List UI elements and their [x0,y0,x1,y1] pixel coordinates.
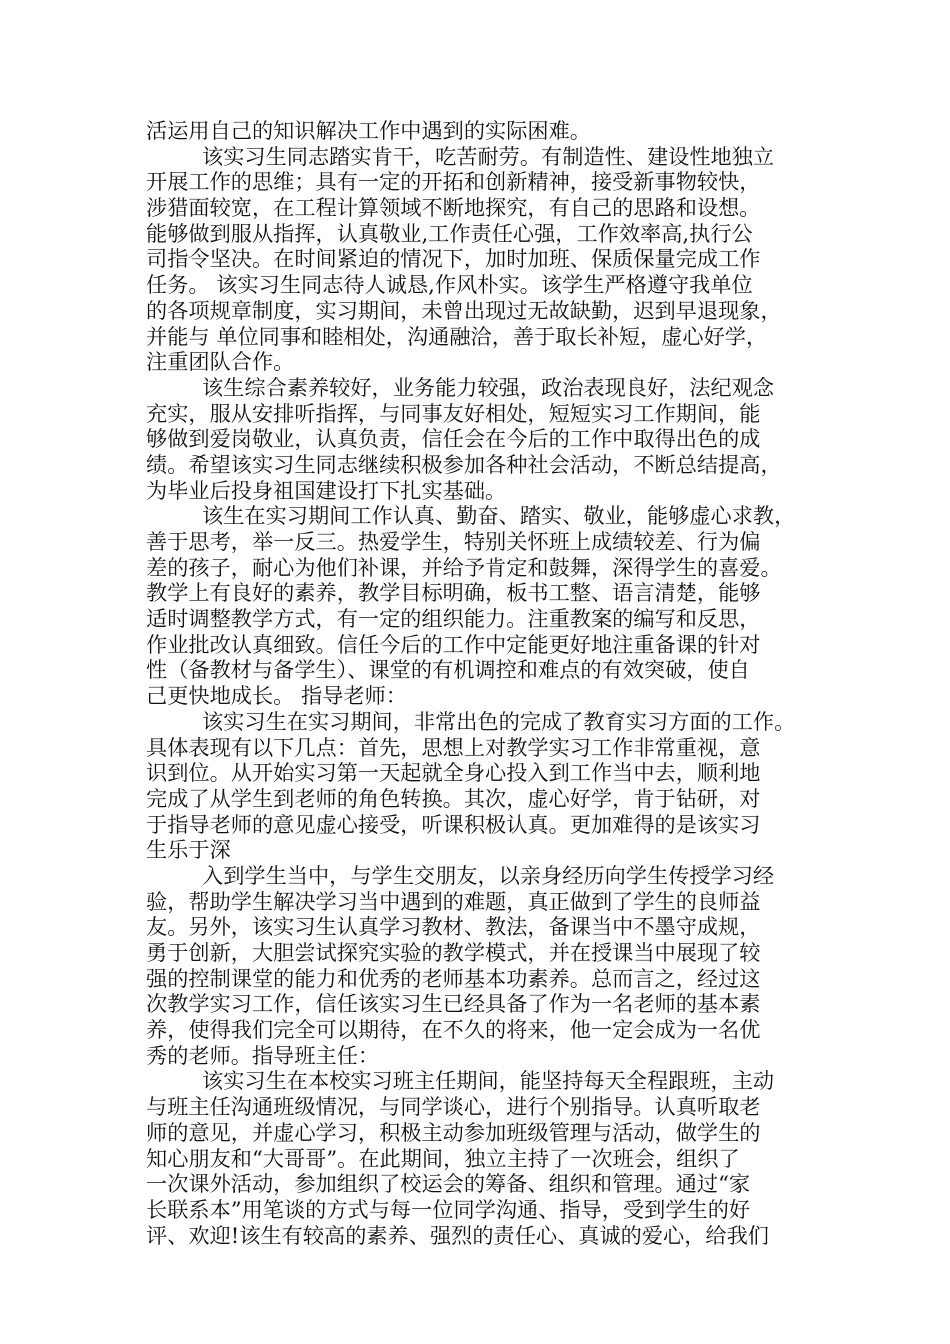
text-line: 为毕业后投身祖国建设打下扎实基础。 [146,477,507,503]
text-line: 生乐于深 [146,837,231,863]
text-line: 己更快地成长。 指导老师： [146,683,407,709]
text-line: 师的意见，并虚心学习，积极主动参加班级管理与活动，做学生的 [146,1119,761,1145]
text-line: 于指导老师的意见虚心接受，听课积极认真。更加难得的是该实习 [146,811,761,837]
text-line: 的各项规章制度，实习期间，未曾出现过无故缺勤，迟到早退现象， [146,297,782,323]
text-line: 能够做到服从指挥，认真敬业,工作责任心强，工作效率高,执行公 [146,220,753,246]
paragraph-first-line: 该生在实习期间工作认真、勤奋、踏实、敬业，能够虚心求教， [202,503,796,529]
text-line: 活运用自己的知识解决工作中遇到的实际困难。 [146,118,591,143]
text-line: 养，使得我们完全可以期待，在不久的将来，他一定会成为一名优 [146,1017,761,1043]
paragraph-first-line: 该实习生在本校实习班主任期间，能坚持每天全程跟班，主动 [202,1068,775,1094]
text-line: 强的控制课堂的能力和优秀的老师基本功素养。总而言之，经过这 [146,965,761,991]
text-line: 善于思考，举一反三。热爱学生，特别关怀班上成绩较差、行为偏 [146,529,761,554]
text-line: 性（备教材与备学生）、课堂的有机调控和难点的有效突破，使自 [146,657,750,683]
text-line: 注重团队合作。 [146,349,295,375]
paragraph-first-line: 入到学生当中，与学生交朋友，以亲身经历向学生传授学习经 [202,862,775,888]
text-line: 次教学实习工作，信任该实习生已经具备了作为一名老师的基本素 [146,991,761,1017]
text-line: 完成了从学生到老师的角色转换。其次，虚心好学，肯于钻研，对 [146,785,761,811]
text-line: 适时调整教学方式，有一定的组织能力。注重教案的编写和反思， [146,606,761,632]
paragraph-first-line: 该实习生同志踏实肯干，吃苦耐劳。有制造性、建设性地独立 [202,143,775,169]
text-line: 勇于创新，大胆尝试探究实验的教学模式，并在授课当中展现了较 [146,940,761,965]
text-line: 差的孩子，耐心为他们补课，并给予肯定和鼓舞，深得学生的喜爱。 [146,554,782,580]
text-line: 够做到爱岗敬业，认真负责，信任会在今后的工作中取得出色的成 [146,426,761,452]
text-line: 知心朋友和“大哥哥”。在此期间，独立主持了一次班会，组织了 [146,1145,740,1171]
text-line: 一次课外活动，参加组织了校运会的筹备、组织和管理。通过“家 [146,1171,751,1197]
paragraph-first-line: 该实习生在实习期间，非常出色的完成了教育实习方面的工作。 [202,708,796,734]
text-line: 具体表现有以下几点：首先，思想上对教学实习工作非常重视，意 [146,734,761,760]
text-line: 涉猎面较宽，在工程计算领域不断地探究，有自己的思路和设想。 [146,195,761,221]
text-line: 充实，服从安排听指挥，与同事友好相处，短短实习工作期间，能 [146,400,761,426]
text-line: 长联系本”用笔谈的方式与每一位同学沟通、指导，受到学生的好 [146,1196,751,1222]
text-line: 绩。希望该实习生同志继续积极参加各种社会活动，不断总结提高， [146,451,782,477]
text-line: 教学上有良好的素养，教学目标明确，板书工整、语言清楚，能够 [146,580,761,606]
text-line: 秀的老师。指导班主任： [146,1042,380,1068]
text-line: 开展工作的思维；具有一定的开拓和创新精神，接受新事物较快， [146,169,761,195]
text-line: 评、欢迎!该生有较高的素养、强烈的责任心、真诚的爱心，给我们 [146,1222,769,1248]
text-line: 与班主任沟通班级情况，与同学谈心，进行个别指导。认真听取老 [146,1094,761,1120]
text-line: 识到位。从开始实习第一天起就全身心投入到工作当中去，顺利地 [146,760,761,786]
text-line: 验，帮助学生解决学习当中遇到的难题，真正做到了学生的良师益 [146,888,761,914]
text-line: 任务。 该实习生同志待人诚恳,作风朴实。该学生严格遵守我单位 [146,272,753,298]
text-line: 作业批改认真细致。信任今后的工作中定能更好地注重备课的针对 [146,631,761,657]
text-line: 并能与 单位同事和睦相处，沟通融洽，善于取长补短，虚心好学， [146,323,768,349]
text-line: 司指令坚决。在时间紧迫的情况下，加时加班、保质保量完成工作 [146,246,761,272]
paragraph-first-line: 该生综合素养较好，业务能力较强，政治表现良好，法纪观念 [202,374,775,400]
text-line: 友。另外，该实习生认真学习教材、教法，备课当中不墨守成规， [146,914,761,940]
document-body [146,118,824,1248]
